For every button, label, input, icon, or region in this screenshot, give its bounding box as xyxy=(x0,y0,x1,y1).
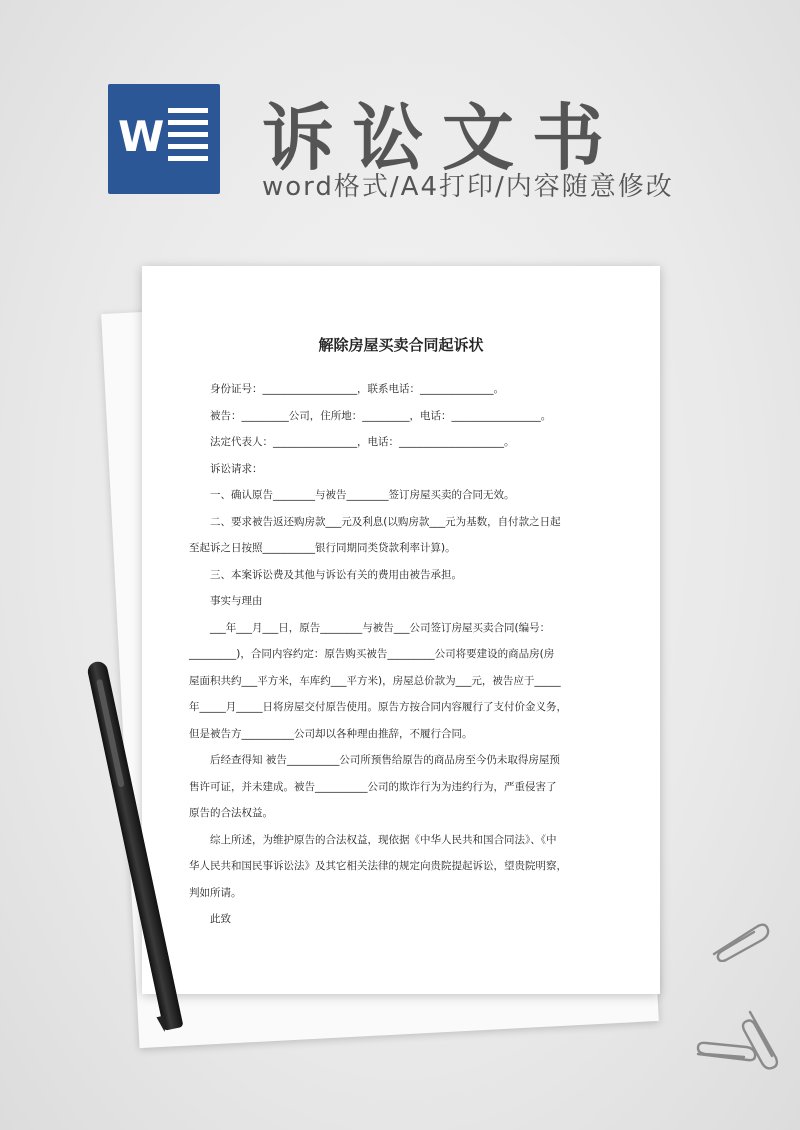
page-subtitle: word格式/A4打印/内容随意修改 xyxy=(262,172,674,202)
document-sheet xyxy=(142,266,660,994)
line-summary-2: 华人民共和国民事诉讼法》及其它相关法律的规定向贵院提起诉讼，望贵院明察， xyxy=(189,860,567,872)
logo-letter: W xyxy=(118,112,165,161)
line-claim-3: 三、本案诉讼费及其他与诉讼有关的费用由被告承担。 xyxy=(210,568,462,581)
line-claim-2b: 至起诉之日按照__________银行同期同类贷款利率计算)。 xyxy=(189,542,456,554)
document-title: 解除房屋买卖合同起诉状 xyxy=(318,336,484,354)
line-legal-rep: 法定代表人：________________，电话：____________________。 xyxy=(210,436,515,448)
line-claim-1: 一、确认原告________与被告________签订房屋买卖的合同无效。 xyxy=(210,489,515,501)
paperclip-icon xyxy=(708,918,772,962)
line-claims-heading: 诉讼请求： xyxy=(210,462,263,475)
line-facts-heading: 事实与理由 xyxy=(210,595,263,607)
line-facts-3: 屋面积共约___平方米，车库约___平方米)，房屋总价款为___元，被告应于_____ xyxy=(189,674,561,687)
line-facts-7: 售许可证，并未建成。被告__________公司的欺诈行为为违约行为，严重侵害了 xyxy=(189,780,557,793)
line-id-number: 身份证号：__________________，联系电话：______________。 xyxy=(210,383,504,395)
word-logo-icon xyxy=(108,84,220,194)
line-facts-2: _________)，合同内容约定：原告购买被告_________公司将要建设的商品房(房 xyxy=(189,648,555,660)
document-lines-icon xyxy=(168,108,208,168)
line-facts-6: 后经查得知 被告__________公司所预售给原告的商品房至今仍未取得房屋预 xyxy=(210,754,560,766)
document-body xyxy=(189,376,602,933)
line-defendant: 被告：_________公司，住所地：_________，电话：_________________。 xyxy=(210,409,552,422)
line-facts-5: 但是被告方__________公司却以各种理由推辞，不履行合同。 xyxy=(189,727,473,740)
line-facts-4: 年_____月_____日将房屋交付原告使用。原告方按合同内容履行了支付价金义务， xyxy=(189,701,567,713)
line-summary-1: 综上所述，为维护原告的合法权益，现依据《中华人民共和国合同法》、《中 xyxy=(210,833,557,846)
line-facts-8: 原告的合法权益。 xyxy=(189,807,273,819)
line-closing: 此致 xyxy=(210,913,231,925)
line-summary-3: 判如所请。 xyxy=(189,886,242,899)
line-claim-2a: 二、要求被告返还购房款___元及利息(以购房款___元为基数，自付款之日起 xyxy=(210,515,561,528)
line-facts-1: ___年___月___日，原告________与被告___公司签订房屋买卖合同(编号： xyxy=(210,621,551,634)
page-title: 诉讼文书 xyxy=(262,96,623,180)
paperclip-icon xyxy=(694,1040,758,1070)
